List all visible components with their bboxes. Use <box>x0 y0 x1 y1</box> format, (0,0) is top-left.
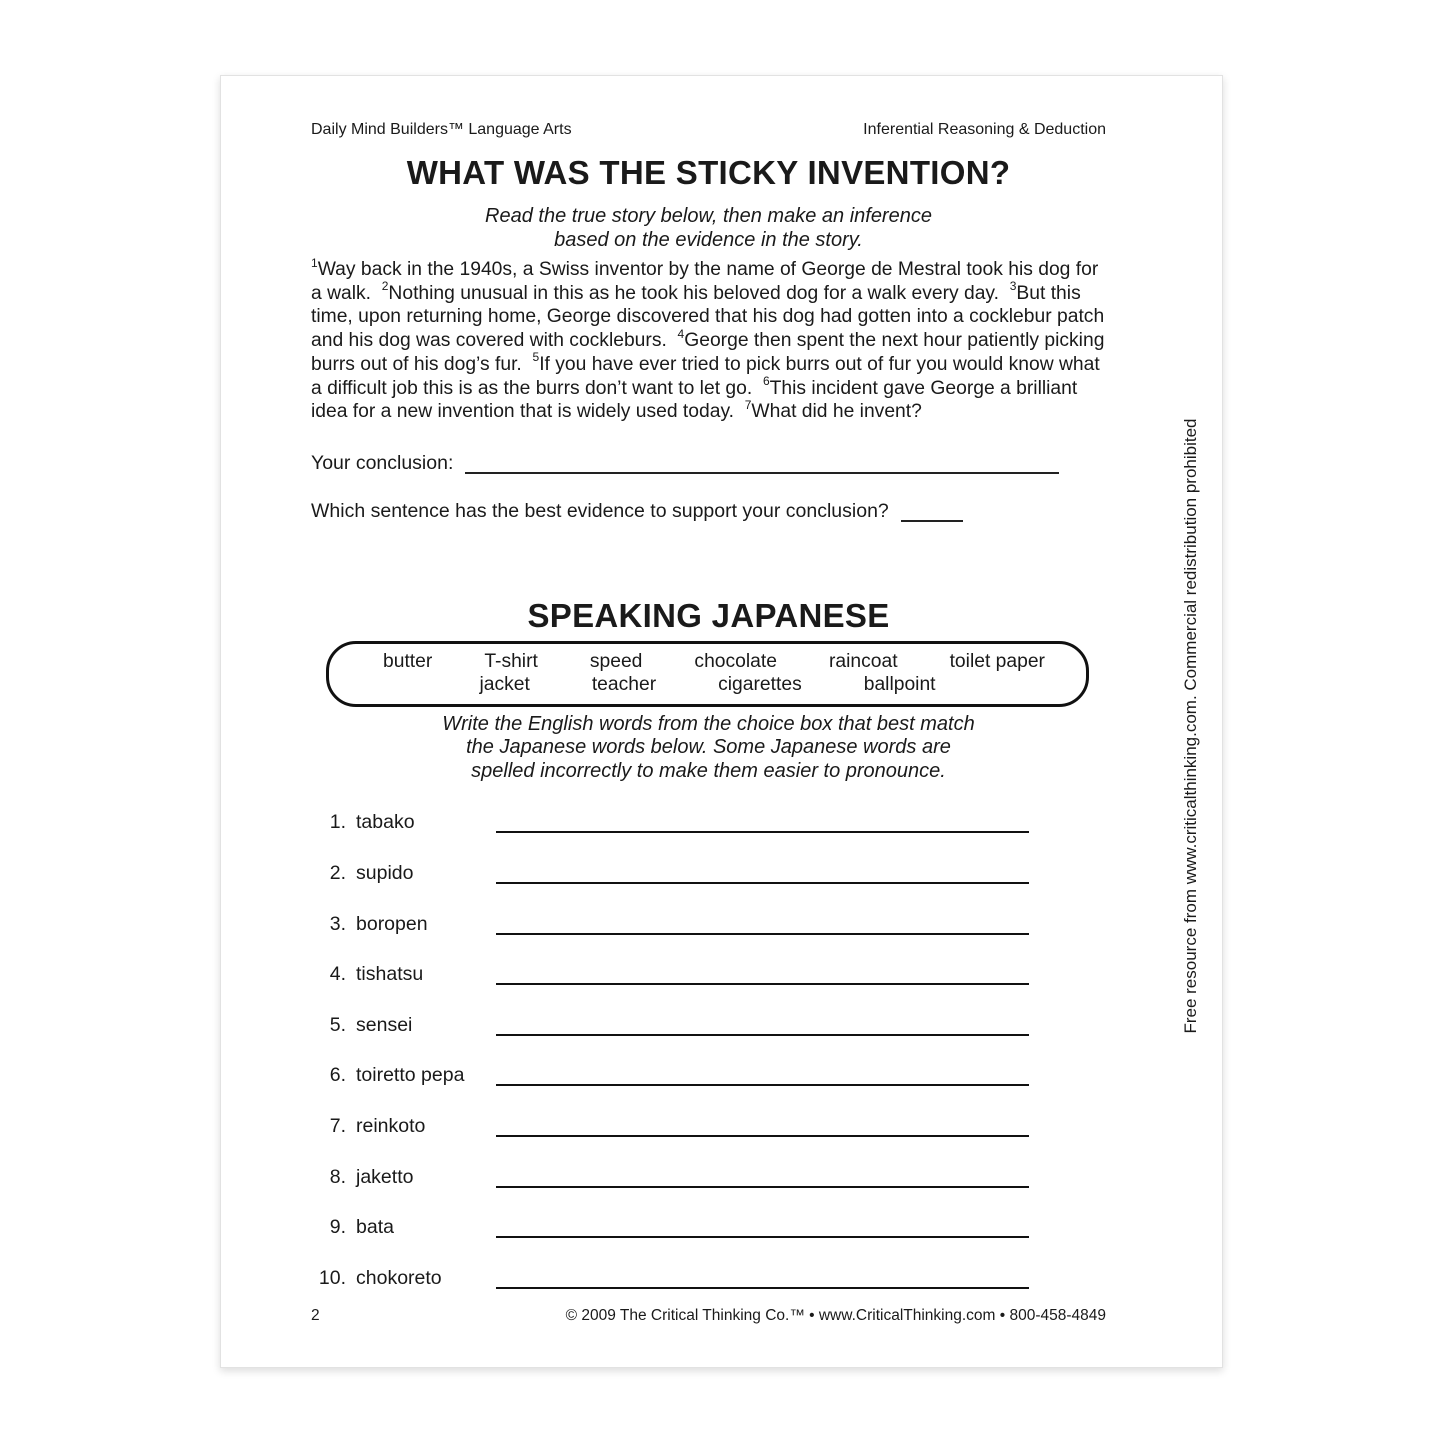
japanese-word: jaketto <box>356 1165 414 1188</box>
word-choice-box <box>326 641 1089 707</box>
answer-blank[interactable] <box>496 882 1029 884</box>
evidence-answer-blank[interactable] <box>901 520 963 522</box>
japanese-word: supido <box>356 862 414 885</box>
choice-box-row2 <box>357 673 1058 697</box>
activity2-instructions-line2: the Japanese words below. Some Japanese words are <box>466 736 951 759</box>
item-number: 6. <box>329 1064 346 1087</box>
answer-blank[interactable] <box>496 831 1029 833</box>
japanese-list-item <box>311 1265 1106 1292</box>
japanese-list-item <box>311 961 1106 988</box>
page-footer <box>311 1307 1106 1325</box>
sentence-number: 6 <box>762 374 770 389</box>
item-number: 8. <box>329 1165 346 1188</box>
item-number: 9. <box>329 1216 346 1239</box>
worksheet-page <box>220 75 1223 1368</box>
answer-blank[interactable] <box>496 1186 1029 1188</box>
choice-word: T-shirt <box>484 650 538 672</box>
choice-word: ballpoint <box>863 674 936 696</box>
story-paragraph: $^1$Way back in the 1940s, a Swiss inventor by the name of George de Mestral took his dog for a walk. $^2$Nothing unusual in this as he took his beloved dog for a walk every day. $^3$But this time, upon returning home, George discovered that his dog had gotten into a cocklebur patch and his dog was covered with cockleburs. $^4$George then spent the next hour patiently picking burrs out of his dog’s fur. $^5$If you have ever tried to pick burrs out of fur you would know what a difficult job this is as the burrs don’t want to let go. $^6$This incident gave George a brilliant idea for a new invention that is widely used today. $^7$What did he invent? <box>311 255 1110 423</box>
footer-page-number: 2 <box>311 1307 320 1324</box>
japanese-list-item <box>311 860 1106 887</box>
choice-box-row1 <box>357 650 1058 674</box>
japanese-list-item <box>311 1113 1106 1140</box>
japanese-word: tabako <box>356 811 415 834</box>
japanese-word: tishatsu <box>356 963 424 986</box>
choice-word: speed <box>589 650 643 672</box>
answer-blank[interactable] <box>496 1287 1029 1289</box>
item-number: 2. <box>329 862 346 885</box>
evidence-row <box>311 498 1106 525</box>
japanese-word: chokoreto <box>356 1266 442 1289</box>
activity2-instructions-line1: Write the English words from the choice box that best match <box>442 712 975 735</box>
sentence-number: 4 <box>677 326 685 341</box>
answer-blank[interactable] <box>496 1135 1029 1137</box>
sentence-number: 5 <box>532 350 540 365</box>
sentence-number: 3 <box>1009 279 1017 294</box>
footer-copyright: © 2009 The Critical Thinking Co.™ • www.CriticalThinking.com • 800-458-4849 <box>565 1307 1106 1324</box>
header-section-title: Inferential Reasoning & Deduction <box>863 121 1106 138</box>
item-number: 3. <box>329 912 346 935</box>
answer-blank[interactable] <box>496 1084 1029 1086</box>
page-header <box>311 121 1106 139</box>
japanese-list-item <box>311 1062 1106 1089</box>
activity1-instructions-line1: Read the true story below, then make an inference <box>485 205 932 227</box>
choice-word: cigarettes <box>718 674 802 696</box>
conclusion-label: Your conclusion: <box>311 451 454 474</box>
japanese-word: sensei <box>356 1013 413 1036</box>
japanese-list-item <box>311 809 1106 836</box>
activity2-title: SPEAKING JAPANESE <box>527 596 890 634</box>
choice-word: raincoat <box>828 650 898 672</box>
conclusion-row <box>311 450 1106 477</box>
sentence-number: 7 <box>744 397 752 412</box>
choice-word: teacher <box>591 674 657 696</box>
answer-blank[interactable] <box>496 983 1029 985</box>
conclusion-answer-blank[interactable] <box>465 472 1059 474</box>
choice-word: butter <box>383 650 433 672</box>
activity1-title: WHAT WAS THE STICKY INVENTION? <box>406 154 1011 191</box>
header-series-title: Daily Mind Builders™ Language Arts <box>311 121 572 138</box>
item-number: 10. <box>318 1266 346 1289</box>
answer-blank[interactable] <box>496 1034 1029 1036</box>
japanese-word: boropen <box>356 912 428 935</box>
japanese-list-item <box>311 1164 1106 1191</box>
japanese-word: reinkoto <box>356 1114 426 1137</box>
activity1-instructions-line2: based on the evidence in the story. <box>554 229 863 251</box>
answer-blank[interactable] <box>496 1236 1029 1238</box>
japanese-list-item <box>311 1012 1106 1039</box>
side-watermark-note: Free resource from www.criticalthinking.com. Commercial redistribution prohibited <box>1181 418 1200 1034</box>
activity2-instructions <box>311 713 1106 784</box>
japanese-word: toiretto pepa <box>356 1064 465 1087</box>
japanese-word: bata <box>356 1216 394 1239</box>
activity1-instructions <box>311 204 1106 252</box>
activity2-instructions-line3: spelled incorrectly to make them easier to pronounce. <box>471 759 946 782</box>
japanese-word-list <box>311 809 1106 1291</box>
item-number: 4. <box>329 963 346 986</box>
item-number: 5. <box>329 1013 346 1036</box>
answer-blank[interactable] <box>496 933 1029 935</box>
item-number: 7. <box>329 1114 346 1137</box>
japanese-list-item <box>311 911 1106 938</box>
choice-word: toilet paper <box>949 650 1045 672</box>
evidence-question: Which sentence has the best evidence to support your conclusion? <box>311 499 889 522</box>
japanese-list-item <box>311 1214 1106 1241</box>
choice-word: jacket <box>479 674 530 696</box>
sentence-number: 2 <box>381 279 389 294</box>
item-number: 1. <box>329 811 346 834</box>
sentence-number: 1 <box>311 255 318 270</box>
choice-word: chocolate <box>694 650 777 672</box>
